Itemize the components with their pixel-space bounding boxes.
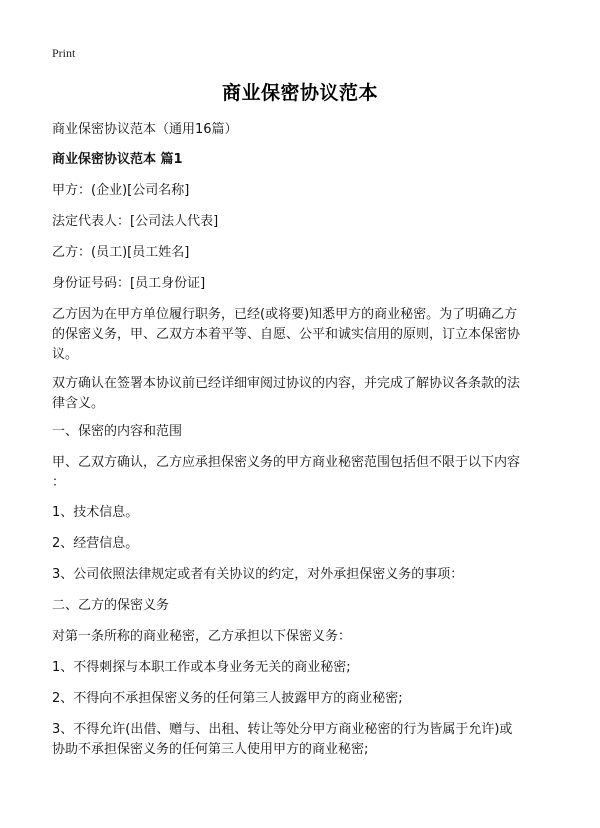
paragraph-confirmation — [52, 374, 552, 414]
document-subtitle: 商业保密协议范本（通用16篇） — [52, 122, 238, 137]
party-a-line: 甲方：(企业)[公司名称] — [52, 183, 190, 198]
clause2-item-3 — [52, 720, 552, 760]
clause1-item-3: 3、公司依照法律规定或者有关协议的约定，对外承担保密义务的事项： — [52, 567, 464, 582]
paragraph-line: 3、不得允许(出借、赠与、出租、转让等处分甲方商业秘密的行为皆属于允许)或 — [52, 722, 513, 737]
paragraph-line: ： — [52, 475, 66, 490]
clause2-item-1: 1、不得刺探与本职工作或本身业务无关的商业秘密; — [52, 660, 351, 675]
paragraph-line: 律含义。 — [52, 396, 105, 411]
section-heading: 商业保密协议范本 篇1 — [52, 152, 183, 167]
paragraph-line: 的保密义务，甲、乙双方本着平等、自愿、公平和诚实信用的原则，订立本保密协 — [52, 327, 521, 342]
paragraph-line: 乙方因为在甲方单位履行职务，已经(或将要)知悉甲方的商业秘密。为了明确乙方 — [52, 307, 518, 322]
paragraph-line: 协助不承担保密义务的任何第三人使用甲方的商业秘密; — [52, 742, 369, 757]
paragraph-line: 双方确认在签署本协议前已经详细审阅过协议的内容，并完成了解协议各条款的法 — [52, 376, 521, 391]
clause2-heading: 二、乙方的保密义务 — [52, 598, 170, 613]
clause2-intro: 对第一条所称的商业秘密，乙方承担以下保密义务： — [52, 629, 352, 644]
clause1-item-2: 2、经营信息。 — [52, 536, 139, 551]
legal-rep-line: 法定代表人：[公司法人代表] — [52, 214, 219, 229]
id-number-line: 身份证号码：[员工身份证] — [52, 276, 206, 291]
document-title: 商业保密协议范本 — [221, 82, 378, 104]
print-label: Print — [52, 46, 76, 60]
clause2-item-2: 2、不得向不承担保密义务的任何第三人披露甲方的商业秘密; — [52, 691, 403, 706]
clause1-heading: 一、保密的内容和范围 — [52, 424, 183, 439]
clause1-item-1: 1、技术信息。 — [52, 505, 139, 520]
party-b-line: 乙方：(员工)[员工姓名] — [52, 245, 190, 260]
paragraph-line: 甲、乙双方确认，乙方应承担保密义务的甲方商业秘密范围包括但不限于以下内容 — [52, 455, 521, 470]
paragraph-purpose — [52, 305, 552, 365]
paragraph-line: 议。 — [52, 347, 79, 362]
clause1-intro — [52, 453, 552, 493]
